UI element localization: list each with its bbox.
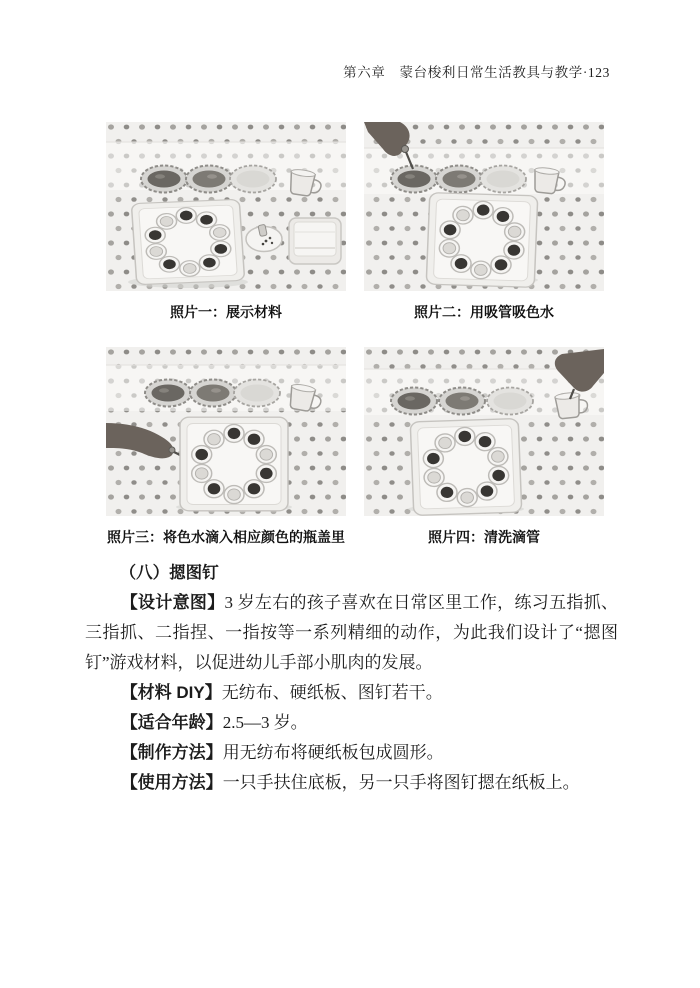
paragraph-design-intent (85, 588, 618, 678)
photo-figure-1 (106, 122, 346, 322)
paragraph-text: 用无纺布将硬纸板包成圆形。 (222, 743, 444, 762)
photo-3-caption: 照片三：将色水滴入相应颜色的瓶盖里 (107, 529, 345, 545)
photo-figure-4 (364, 347, 604, 547)
photo-1-caption: 照片一：展示材料 (170, 304, 282, 320)
photo-3-image (106, 347, 346, 516)
photo-2-caption: 照片二：用吸管吸色水 (414, 304, 554, 320)
paragraph-age (85, 708, 618, 738)
photo-2-image (364, 122, 604, 291)
running-header: 第六章 蒙台梭利日常生活教具与教学·123 (343, 65, 610, 80)
section-body (85, 558, 618, 798)
section-heading: （八）摁图钉 (119, 564, 219, 582)
paragraph-label: 【适合年龄】 (120, 713, 223, 732)
photo-4-caption: 照片四：清洗滴管 (428, 529, 540, 545)
paragraph-label: 【使用方法】 (120, 773, 223, 792)
paragraph-usage-method (85, 768, 618, 798)
paragraph-label: 【制作方法】 (120, 743, 223, 762)
photo-figure-2 (364, 122, 604, 322)
paragraph-label: 【材料 DIY】 (120, 683, 222, 702)
paragraph-text: 3 岁左右的孩子喜欢在日常区里工作，练习五指抓、三指抓、二指捏、一指按等一系列精细的动作，为此我们设计了“摁图钉”游戏材料，以促进幼儿手部小肌肉的发展。 (85, 593, 619, 672)
paragraph-materials (85, 678, 618, 708)
paragraph-text: 2.5—3 岁。 (222, 713, 308, 732)
photo-4-image (364, 347, 604, 516)
paragraph-text: 无纺布、硬纸板、图钉若干。 (221, 683, 443, 702)
photo-figure-3 (106, 347, 346, 547)
paragraph-text: 一只手扶住底板，另一只手将图钉摁在纸板上。 (222, 773, 580, 792)
photo-1-image (106, 122, 346, 291)
paragraph-making-method (85, 738, 618, 768)
paragraph-label: 【设计意图】 (120, 593, 225, 612)
